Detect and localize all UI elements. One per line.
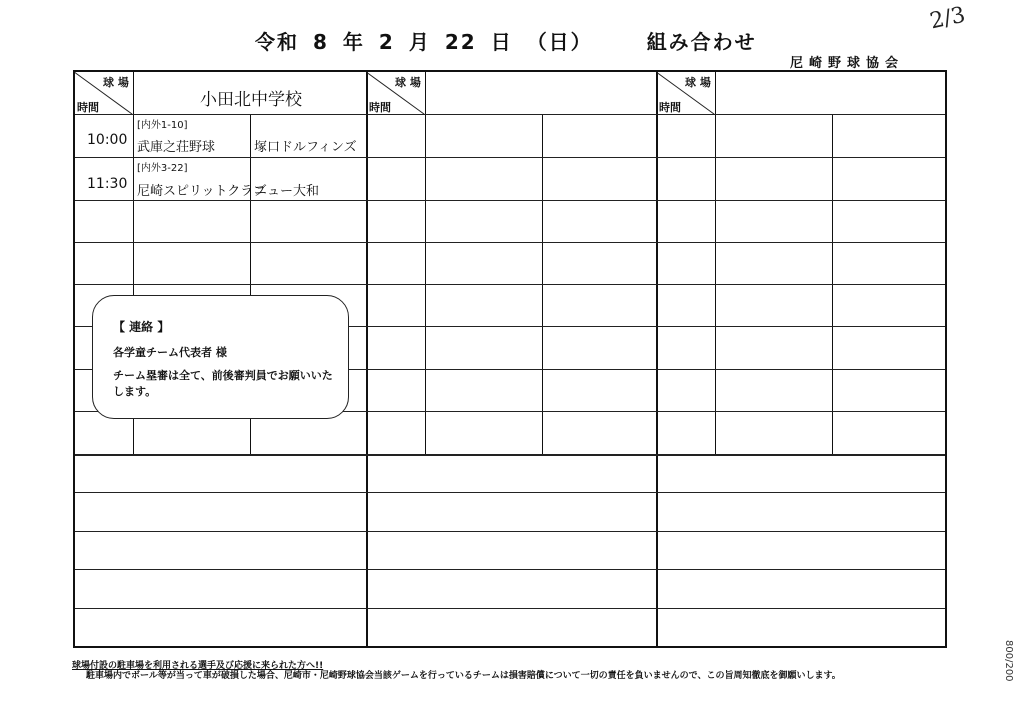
grid-line xyxy=(75,569,945,570)
venue-label: 球 場 xyxy=(685,76,711,89)
game-time: 10:00 xyxy=(87,132,128,148)
association-name: 尼崎野球協会 xyxy=(790,56,905,71)
grid-line xyxy=(75,114,945,115)
day: 22 xyxy=(444,30,477,54)
grid-line xyxy=(75,200,945,201)
grid-line xyxy=(75,531,945,532)
team-name: 塚口ドルフィンズ xyxy=(254,140,357,155)
weekday: （日） xyxy=(526,30,593,54)
month-unit: 月 xyxy=(408,30,431,54)
handwritten-page-note: 2/3 xyxy=(927,2,968,35)
grid-line xyxy=(75,492,945,493)
year: 8 xyxy=(313,30,329,54)
notice-title: 【 連絡 】 xyxy=(113,320,170,334)
notice-addressee: 各学童チーム代表者 様 xyxy=(113,346,227,359)
venue-name: 小田北中学校 xyxy=(200,90,302,110)
grid-line xyxy=(75,284,945,285)
block-divider xyxy=(656,72,658,646)
notice-body: チーム塁審は全て、前後審判員でお願いいたします。 xyxy=(113,369,333,398)
schedule-title: 組み合わせ xyxy=(646,30,757,54)
grid-line xyxy=(425,72,426,454)
grid-line xyxy=(75,157,945,158)
team-name: 武庫之荘野球 xyxy=(137,140,216,155)
grid-line xyxy=(75,454,945,456)
game-time: 11:30 xyxy=(87,176,128,192)
grid-line xyxy=(75,242,945,243)
team-name: ニュー大和 xyxy=(254,184,320,199)
grid-line xyxy=(75,608,945,609)
parking-notice-body: 駐車場内でボール等が当って車が破損した場合、尼崎市・尼崎野球協会当該ゲームを行っているチームは損害賠償について一切の責任を負いませんので、この旨周知徹底を御願いします。 xyxy=(86,671,841,681)
page-title xyxy=(255,26,771,55)
venue-label: 球 場 xyxy=(103,76,129,89)
time-label: 時間 xyxy=(369,101,391,114)
notice-box xyxy=(92,295,349,419)
month: 2 xyxy=(378,30,395,54)
time-label: 時間 xyxy=(659,101,681,114)
block-divider xyxy=(366,72,368,646)
year-unit: 年 xyxy=(342,30,365,54)
venue-label: 球 場 xyxy=(395,76,421,89)
time-label: 時間 xyxy=(77,101,99,114)
field-tag: [内外1-10] xyxy=(137,120,188,131)
era: 令和 xyxy=(255,30,299,54)
team-name: 尼崎スピリットクラブ xyxy=(137,184,267,199)
page-code: 800/200 xyxy=(1003,640,1014,682)
parking-notice-heading: 球場付設の駐車場を利用される選手及び応援に来られた方へ!! xyxy=(72,661,324,671)
field-tag: [内外3-22] xyxy=(137,163,188,174)
day-unit: 日 xyxy=(490,30,513,54)
grid-line xyxy=(715,72,716,454)
